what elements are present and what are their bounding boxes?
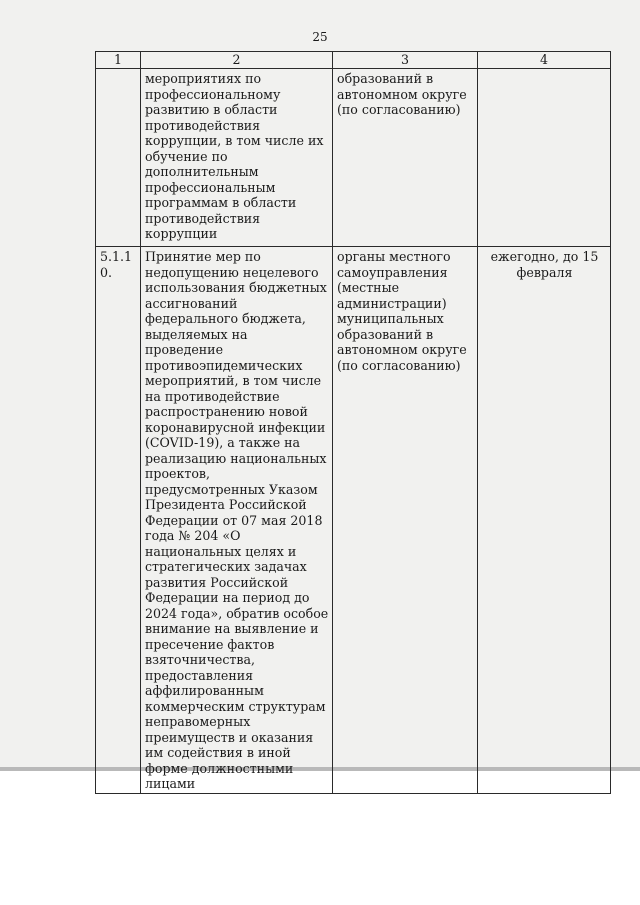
measures-table (95, 51, 611, 794)
responsible-text: образований в автономном округе (по согласованию) (333, 69, 478, 247)
page-number: 25 (312, 30, 328, 44)
column-header-3: 3 (333, 52, 478, 69)
column-header-1: 1 (96, 52, 141, 69)
column-header-4: 4 (478, 52, 611, 69)
deadline-text: ежегодно, до 15 февраля (478, 247, 611, 794)
column-header-2: 2 (141, 52, 333, 69)
row-number (96, 69, 141, 247)
measure-text: Принятие мер по недопущению нецелевого использования бюджетных ассигнований федерального бюджета, выделяемых на проведение противоэпидемических мероприятий, в том числе на противодействие распространению новой коронавирусной инфекции (COVID-19), а также на реализацию национальных проектов, предусмотренных Указом Президента Российской Федерации от 07 мая 2018 года № 204 «О национальных целях и стратегических задачах развития Российской Федерации на период до 2024 года», обратив особое внимание на выявление и пресечение фактов взяточничества, предоставления аффилированным коммерческим структурам неправомерных преимуществ и оказания им содействия в иной форме должностными лицами (141, 247, 333, 794)
header-row (96, 52, 611, 69)
row-number: 5.1.10. (96, 247, 141, 794)
table-row (96, 247, 611, 794)
measure-text: мероприятиях по профессиональному развитию в области противодействия коррупции, в том числе их обучение по дополнительным профессиональным программам в области противодействия коррупции (141, 69, 333, 247)
deadline-text (478, 69, 611, 247)
table-row (96, 69, 611, 247)
responsible-text: органы местного самоуправления (местные администрации) муниципальных образований в автономном округе (по согласованию) (333, 247, 478, 794)
